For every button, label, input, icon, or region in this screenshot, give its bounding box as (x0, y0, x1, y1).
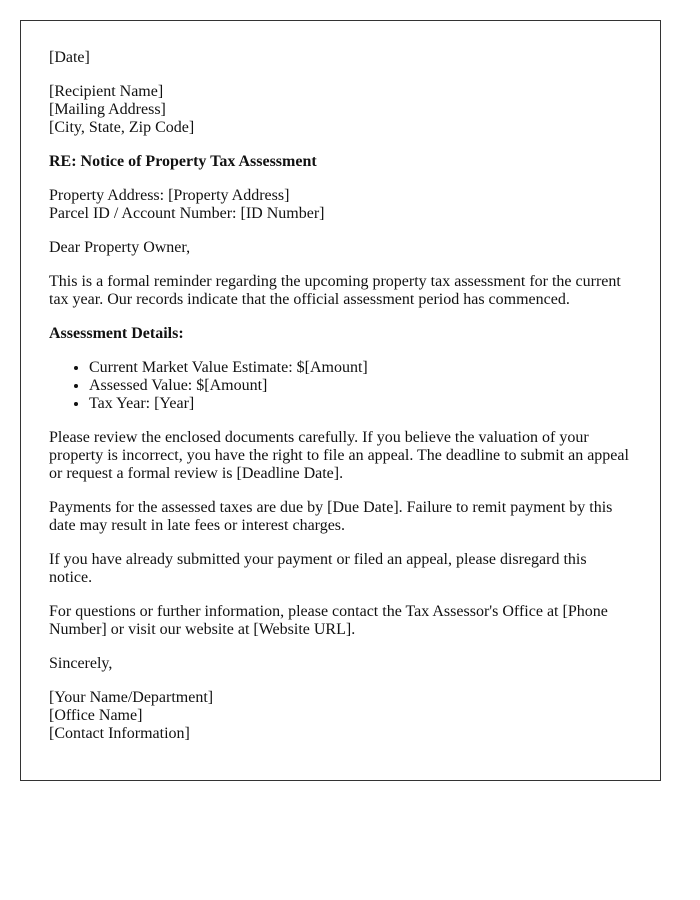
parcel-id: Parcel ID / Account Number: [ID Number] (49, 205, 325, 222)
recipient-name: [Recipient Name] (49, 83, 164, 100)
date: [Date] (49, 49, 90, 66)
recipient-address: [Mailing Address] (49, 101, 166, 118)
intro-paragraph: This is a formal reminder regarding the upcoming property tax assessment for the current tax year. Our records indicate that the official assessment period has commenced. (49, 273, 621, 308)
property-address: Property Address: [Property Address] (49, 187, 290, 204)
signature-block (49, 689, 632, 743)
payment-paragraph: Payments for the assessed taxes are due by [Due Date]. Failure to remit payment by this date may result in late fees or interest charges. (49, 499, 613, 534)
details-item-assessed-value: • Assessed Value: $[Amount] (89, 377, 632, 395)
salutation: Dear Property Owner, (49, 239, 191, 256)
contact-paragraph: For questions or further information, please contact the Tax Assessor's Office at [Phone Number] or visit our website at [Website URL]. (49, 603, 608, 638)
signature-office: [Office Name] (49, 707, 143, 724)
details-item-tax-year: • Tax Year: [Year] (89, 395, 632, 413)
review-paragraph: Please review the enclosed documents carefully. If you believe the valuation of your property is incorrect, you have the right to file an appeal. The deadline to submit an appeal or request a formal review is [Deadline Date]. (49, 429, 629, 482)
details-heading: Assessment Details: (49, 325, 184, 342)
property-block (49, 187, 632, 223)
details-item-market-value: • Current Market Value Estimate: $[Amount] (89, 359, 632, 377)
subject-line: RE: Notice of Property Tax Assessment (49, 153, 317, 170)
recipient-city-state-zip: [City, State, Zip Code] (49, 119, 195, 136)
signature-contact: [Contact Information] (49, 725, 190, 742)
recipient-block (49, 83, 632, 137)
closing: Sincerely, (49, 655, 113, 672)
letter-page (20, 20, 661, 781)
disregard-paragraph: If you have already submitted your payment or filed an appeal, please disregard this notice. (49, 551, 587, 586)
details-list (49, 359, 632, 413)
signature-name-department: [Your Name/Department] (49, 689, 214, 706)
